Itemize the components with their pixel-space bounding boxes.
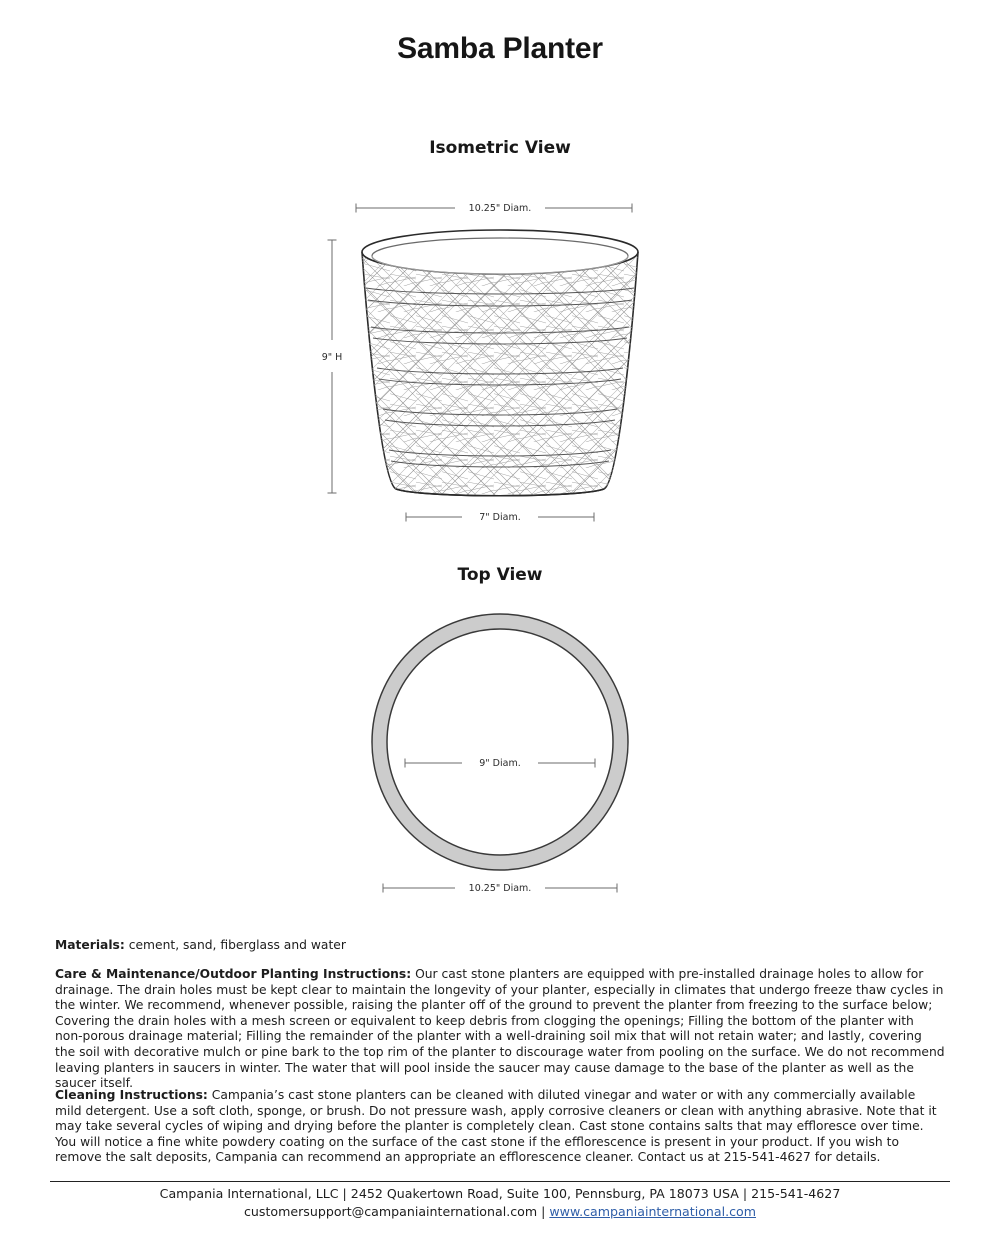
isometric-planter-svg xyxy=(0,0,1000,540)
footer-address-line: Campania International, LLC | 2452 Quakertown Road, Suite 100, Pennsburg, PA 18073 USA | 215-541-4627 xyxy=(159,1186,841,1201)
iso-top-diameter-label: 10.25" Diam. xyxy=(468,203,532,214)
cleaning-instructions-text: Campania’s cast stone planters can be cleaned with diluted vinegar and water or with any commercially available mild detergent. Use a soft cloth, sponge, or brush. Do not pressure wash, apply corrosive cleaners or clean with anything abrasive. Note that it may take several cycles of wiping and drying before the planter is completely clean. Cast stone contains salts that may effloresce over time. You will notice a fine white powdery coating on the surface of the cast stone if the efflorescence is present in your product. If you wish to remove the salt deposits, Campania can recommend an appropriate an efflorescence cleaner. Contact us at 215-541-4627 for details. xyxy=(55,1088,937,1165)
footer-website-link[interactable]: www.campaniainternational.com xyxy=(549,1204,757,1219)
care-maintenance-paragraph xyxy=(55,967,945,1092)
top-view-outer-dimension xyxy=(383,883,617,894)
care-maintenance-label: Care & Maintenance/Outdoor Planting Instructions: xyxy=(55,967,412,981)
page-title: Samba Planter xyxy=(397,32,603,65)
cleaning-instructions-label: Cleaning Instructions: xyxy=(55,1088,208,1102)
iso-bottom-diameter-label: 7" Diam. xyxy=(479,512,521,523)
materials-paragraph xyxy=(55,938,945,954)
top-view-outer-diameter-label: 10.25" Diam. xyxy=(468,883,532,894)
planter-illustration xyxy=(355,230,650,502)
top-view-drawing xyxy=(0,600,1000,920)
iso-height-dimension xyxy=(322,240,343,493)
care-maintenance-text: Our cast stone planters are equipped with pre-installed drainage holes to allow for drainage. The drain holes must be kept clear to maintain the longevity of your planter, especially in climates that undergo freeze thaw cycles in the winter. We recommend, whenever possible, raising the planter off of the ground to prevent the planter from freezing to the surface below; Covering the drain holes with a mesh screen or equivalent to keep debris from clogging the openings; Filling the bottom of the planter with non-porous drainage material; Filling the remainder of the planter with a well-draining soil mix that will not retain water; and lastly, covering the soil with decorative mulch or pine bark to the top rim of the planter to discourage water from pooling on the surface. We do not recommend leaving planters in saucers in winter. The water that will pool inside the saucer may cause damage to the base of the planter as well as the saucer itself. xyxy=(55,967,945,1091)
iso-bottom-diameter-dimension xyxy=(406,512,594,523)
footer-divider xyxy=(50,1181,950,1182)
isometric-view-drawing xyxy=(0,0,1000,540)
iso-top-diameter-dimension xyxy=(356,203,632,214)
iso-height-label: 9" H xyxy=(321,352,343,363)
isometric-view-heading: Isometric View xyxy=(429,138,571,158)
materials-value: cement, sand, fiberglass and water xyxy=(124,938,346,952)
cleaning-instructions-paragraph xyxy=(55,1088,945,1166)
top-view-heading: Top View xyxy=(457,565,543,585)
top-view-inner-diameter-label: 9" Diam. xyxy=(479,758,521,769)
footer xyxy=(0,1185,1000,1221)
footer-contact-line xyxy=(0,1203,1000,1221)
footer-email[interactable]: customersupport@campaniainternational.com xyxy=(243,1204,538,1219)
footer-separator: | xyxy=(537,1204,550,1219)
planter-texture xyxy=(355,252,650,502)
top-view-inner-circle xyxy=(387,629,613,855)
materials-label: Materials: xyxy=(55,938,125,952)
top-view-svg xyxy=(0,600,1000,920)
